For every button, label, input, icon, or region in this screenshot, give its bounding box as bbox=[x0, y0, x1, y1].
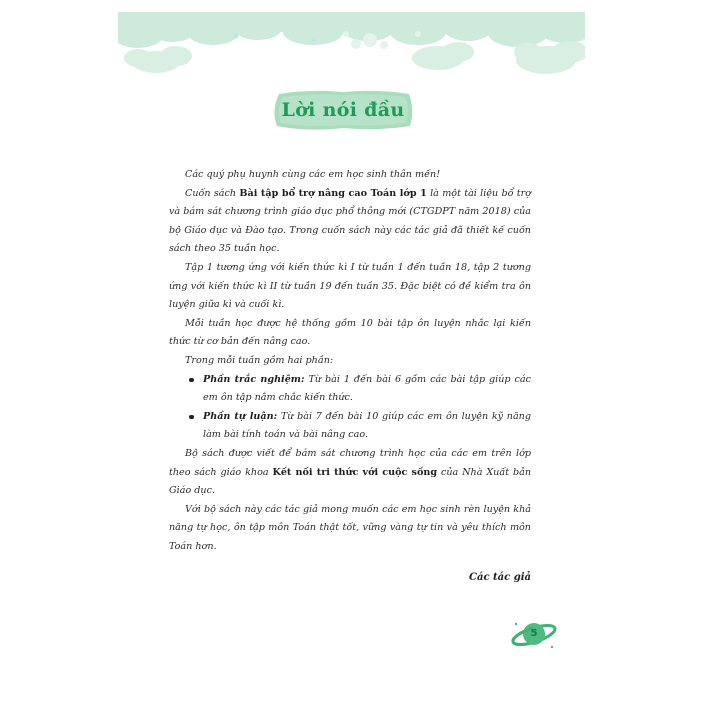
page-number: 5 bbox=[530, 628, 538, 639]
book-title: Bài tập bổ trợ nâng cao Toán lớp 1 bbox=[239, 187, 427, 199]
paragraph-1-lead: Cuốn sách bbox=[185, 187, 240, 199]
list-item-text: Từ bài 7 đến bài 10 giúp các em ôn luyện kỹ năng làm bài tính toán và bài nâng cao. bbox=[203, 410, 531, 441]
list-item-text: Từ bài 1 đến bài 6 gồm các bài tập giúp các em ôn tập nắm chắc kiến thức. bbox=[203, 373, 531, 404]
list-item-label: Phần trắc nghiệm: bbox=[203, 373, 305, 385]
bullet-icon bbox=[189, 415, 194, 420]
paragraph-5-lead: Bộ sách được viết để bám sát chương trình học của các em trên lớp theo sách giáo khoa bbox=[169, 447, 531, 478]
paragraph-2: Tập 1 tương ứng với kiến thức kì I từ tuần 1 đến tuần 18, tập 2 tương ứng với kiến thức kì II từ tuần 19 đến tuần 35. Đặc biệt có đề kiểm tra ôn luyện giữa kì và cuối kì. bbox=[169, 261, 531, 311]
paragraph-5 bbox=[169, 445, 531, 501]
paragraph-3: Mỗi tuần học được hệ thống gồm 10 bài tập ôn luyện nhắc lại kiến thức từ cơ bản đến nâng cao. bbox=[169, 317, 531, 348]
page-title: Lời nói đầu bbox=[281, 99, 405, 121]
page-number-badge bbox=[510, 616, 558, 652]
paragraph-5-rest: của Nhà Xuất bản Giáo dục. bbox=[169, 466, 531, 497]
bullet-icon bbox=[189, 378, 194, 383]
paragraph-6: Với bộ sách này các tác giả mong muốn các em học sinh rèn luyện khả năng tự học, ôn tập môn Toán thật tốt, vững vàng tự tin và yêu thích môn Toán hơn. bbox=[169, 503, 531, 552]
paragraph-1-rest: là một tài liệu bổ trợ và bám sát chương trình giáo dục phổ thông mới (CTGDPT năm 2018) của bộ Giáo dục và Đào tạo. Trong cuốn sách này các tác giả đã thiết kế cuốn sách theo 35 tuần học. bbox=[169, 187, 531, 255]
list-item-label: Phần tự luận: bbox=[203, 410, 278, 422]
greeting-paragraph: Các quý phụ huynh cùng các em học sinh thân mến! bbox=[185, 169, 441, 180]
cloud-decoration-icon bbox=[118, 12, 585, 82]
parts-list bbox=[169, 371, 531, 445]
title-banner bbox=[269, 88, 417, 132]
signature: Các tác giả bbox=[469, 572, 531, 583]
paragraph-1 bbox=[169, 185, 531, 259]
list-item bbox=[169, 408, 531, 445]
book-page bbox=[118, 12, 585, 682]
paragraph-4: Trong mỗi tuần gồm hai phần: bbox=[185, 354, 334, 366]
list-item bbox=[169, 371, 531, 408]
preface-body bbox=[169, 166, 531, 556]
textbook-title: Kết nối tri thức với cuộc sống bbox=[272, 466, 438, 478]
